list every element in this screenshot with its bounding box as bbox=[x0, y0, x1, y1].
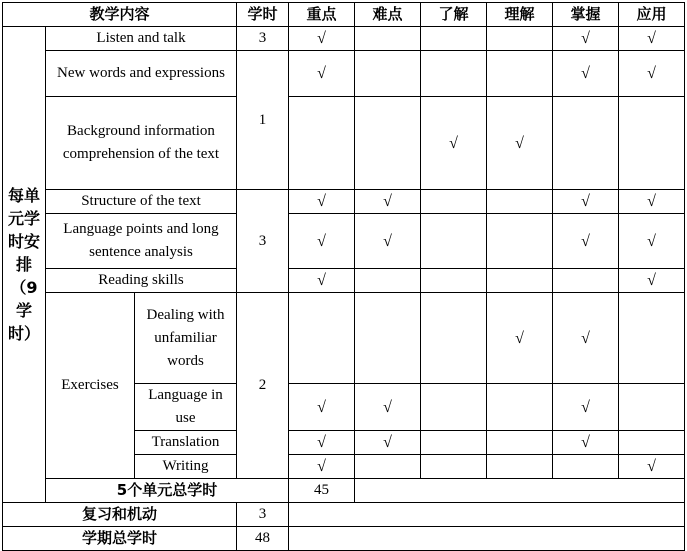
empty-cell bbox=[289, 97, 355, 190]
empty-cell bbox=[487, 269, 553, 293]
empty-cell bbox=[421, 51, 487, 97]
row-label: Translation bbox=[135, 431, 237, 455]
summary-value: 45 bbox=[289, 479, 355, 503]
table-row bbox=[3, 97, 685, 190]
check-mark: √ bbox=[619, 269, 685, 293]
empty-cell bbox=[355, 97, 421, 190]
row-label: Dealing with unfamiliar words bbox=[135, 293, 237, 384]
header-row bbox=[3, 3, 685, 27]
empty-cell bbox=[487, 214, 553, 269]
check-mark: √ bbox=[487, 97, 553, 190]
header-understand: 理解 bbox=[487, 3, 553, 27]
summary-label: 学期总学时 bbox=[3, 527, 237, 551]
check-mark: √ bbox=[289, 51, 355, 97]
unit-hours-side-label: 每单元学时安排（9学时） bbox=[3, 27, 46, 503]
empty-cell bbox=[421, 431, 487, 455]
empty-cell bbox=[355, 51, 421, 97]
header-hours: 学时 bbox=[237, 3, 289, 27]
table-row bbox=[3, 293, 685, 384]
empty-cell bbox=[421, 384, 487, 431]
header-content: 教学内容 bbox=[3, 3, 237, 27]
empty-cell bbox=[421, 214, 487, 269]
empty-cell bbox=[619, 384, 685, 431]
row-label: Language in use bbox=[135, 384, 237, 431]
check-mark: √ bbox=[289, 190, 355, 214]
check-mark: √ bbox=[553, 214, 619, 269]
table-row bbox=[3, 214, 685, 269]
check-mark: √ bbox=[619, 190, 685, 214]
empty-cell bbox=[289, 293, 355, 384]
hours-cell: 3 bbox=[237, 190, 289, 293]
summary-row-term bbox=[3, 527, 685, 551]
header-apply: 应用 bbox=[619, 3, 685, 27]
check-mark: √ bbox=[553, 384, 619, 431]
check-mark: √ bbox=[355, 214, 421, 269]
empty-cell bbox=[487, 27, 553, 51]
check-mark: √ bbox=[355, 431, 421, 455]
row-label: Background information comprehension of the text bbox=[46, 97, 237, 190]
hours-cell: 3 bbox=[237, 27, 289, 51]
check-mark: √ bbox=[553, 27, 619, 51]
header-difficult-points: 难点 bbox=[355, 3, 421, 27]
header-key-points: 重点 bbox=[289, 3, 355, 27]
summary-label: 5个单元总学时 bbox=[46, 479, 289, 503]
empty-cell bbox=[487, 384, 553, 431]
empty-cell bbox=[355, 27, 421, 51]
check-mark: √ bbox=[289, 214, 355, 269]
row-label: Language points and long sentence analysis bbox=[46, 214, 237, 269]
empty-cell bbox=[487, 431, 553, 455]
summary-label: 复习和机动 bbox=[3, 503, 237, 527]
table-row bbox=[3, 51, 685, 97]
check-mark: √ bbox=[553, 431, 619, 455]
empty-cell bbox=[619, 431, 685, 455]
summary-value: 48 bbox=[237, 527, 289, 551]
check-mark: √ bbox=[355, 384, 421, 431]
hours-cell: 2 bbox=[237, 293, 289, 479]
row-label: Listen and talk bbox=[46, 27, 237, 51]
check-mark: √ bbox=[289, 27, 355, 51]
hours-cell: 1 bbox=[237, 51, 289, 190]
empty-cell bbox=[619, 293, 685, 384]
empty-cell bbox=[421, 27, 487, 51]
header-know: 了解 bbox=[421, 3, 487, 27]
empty-cell bbox=[487, 455, 553, 479]
check-mark: √ bbox=[289, 431, 355, 455]
empty-cell bbox=[421, 455, 487, 479]
check-mark: √ bbox=[421, 97, 487, 190]
row-label: Structure of the text bbox=[46, 190, 237, 214]
teaching-plan-table bbox=[2, 2, 685, 551]
check-mark: √ bbox=[289, 269, 355, 293]
empty-cell bbox=[421, 269, 487, 293]
empty-cell bbox=[553, 97, 619, 190]
row-label: Writing bbox=[135, 455, 237, 479]
table-row bbox=[3, 27, 685, 51]
empty-cell bbox=[553, 455, 619, 479]
check-mark: √ bbox=[487, 293, 553, 384]
check-mark: √ bbox=[553, 51, 619, 97]
check-mark: √ bbox=[553, 190, 619, 214]
check-mark: √ bbox=[619, 214, 685, 269]
summary-row-review bbox=[3, 503, 685, 527]
empty-cell bbox=[355, 269, 421, 293]
empty-cell bbox=[553, 269, 619, 293]
check-mark: √ bbox=[619, 455, 685, 479]
empty-cell bbox=[421, 293, 487, 384]
empty-cell bbox=[487, 190, 553, 214]
summary-value: 3 bbox=[237, 503, 289, 527]
check-mark: √ bbox=[619, 51, 685, 97]
summary-row-total bbox=[3, 479, 685, 503]
row-label: New words and expressions bbox=[46, 51, 237, 97]
check-mark: √ bbox=[289, 384, 355, 431]
empty-cell bbox=[355, 455, 421, 479]
exercises-label: Exercises bbox=[46, 293, 135, 479]
check-mark: √ bbox=[289, 455, 355, 479]
empty-cell bbox=[487, 51, 553, 97]
table-row bbox=[3, 269, 685, 293]
check-mark: √ bbox=[619, 27, 685, 51]
check-mark: √ bbox=[553, 293, 619, 384]
table-row bbox=[3, 190, 685, 214]
header-master: 掌握 bbox=[553, 3, 619, 27]
empty-cell bbox=[619, 97, 685, 190]
check-mark: √ bbox=[355, 190, 421, 214]
empty-cell bbox=[355, 293, 421, 384]
empty-cell bbox=[421, 190, 487, 214]
row-label: Reading skills bbox=[46, 269, 237, 293]
